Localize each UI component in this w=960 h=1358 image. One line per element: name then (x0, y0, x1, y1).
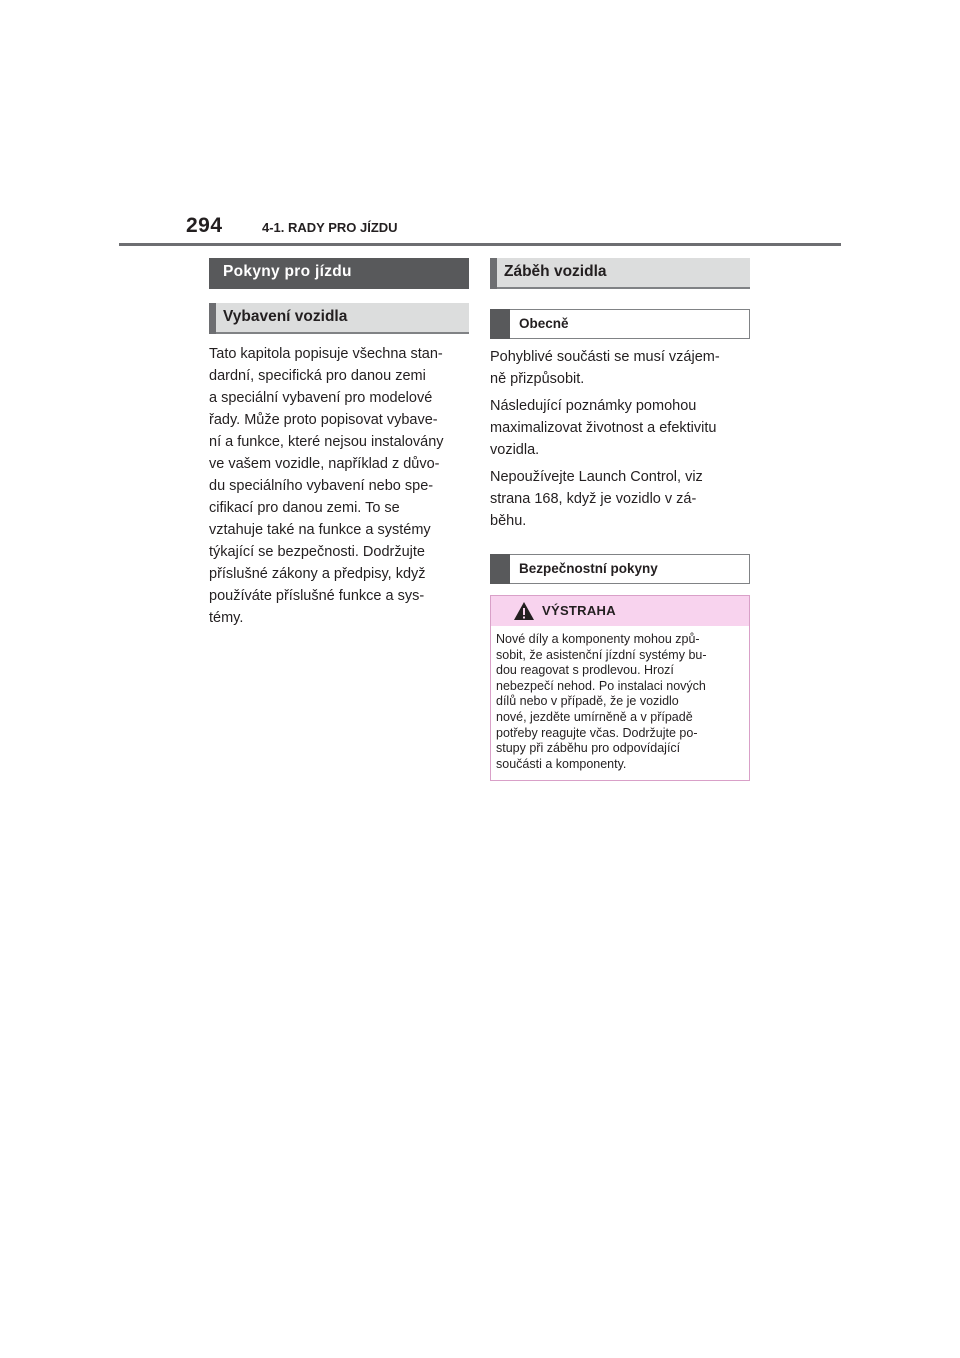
paragraph-line: ní a funkce, které nejsou instalovány (209, 434, 444, 450)
subsection-heading-vehicle-equipment (209, 303, 469, 334)
paragraph-line: strana 168, když je vozidlo v zá- (490, 491, 697, 507)
warning-line: dou reagovat s prodlevou. Hrozí (496, 663, 674, 678)
page-number: 294 (186, 214, 223, 237)
paragraph-line: ve vašem vozidle, například z důvo- (209, 456, 440, 472)
warning-triangle-icon (513, 601, 535, 621)
paragraph-line: běhu. (490, 513, 527, 529)
paragraph-line: Tato kapitola popisuje všechna stan- (209, 346, 443, 362)
section-heading-text: Pokyny pro jízdu (223, 263, 352, 280)
paragraph-line: maximalizovat životnost a efektivitu (490, 420, 717, 436)
break-in-paragraph-1 (490, 346, 750, 390)
subheading-general (490, 309, 750, 339)
warning-line: Nové díly a komponenty mohou způ- (496, 632, 700, 646)
paragraph-line: Nepoužívejte Launch Control, viz (490, 469, 703, 485)
warning-title: VÝSTRAHA (542, 603, 616, 618)
paragraph-line: cifikací pro danou zemi. To se (209, 500, 400, 516)
paragraph-line: vztahuje také na funkce a systémy (209, 522, 431, 538)
paragraph-line: témy. (209, 610, 244, 626)
right-column (490, 258, 750, 781)
subsection-heading-text: Vybavení vozidla (223, 308, 348, 325)
subheading-safety (490, 554, 750, 584)
chapter-label: 4-1. RADY PRO JÍZDU (262, 220, 398, 235)
paragraph-line: týkající se bezpečnosti. Dodržujte (209, 544, 425, 560)
warning-line: potřeby reagujte včas. Dodržujte po- (496, 725, 698, 740)
section-heading-text: Záběh vozidla (504, 263, 607, 280)
paragraph-line: příslušné zákony a předpisy, když (209, 566, 426, 582)
paragraph-line: a speciální vybavení pro modelové (209, 390, 433, 406)
warning-line: stupy při záběhu pro odpovídající (496, 741, 681, 756)
left-column (209, 258, 469, 629)
warning-line: sobit, že asistenční jízdní systémy bu- (496, 647, 707, 662)
paragraph-line: ně přizpůsobit. (490, 371, 585, 387)
warning-line: dílů nebo v případě, že je vozidlo (496, 694, 679, 709)
section-heading-driving-instructions (209, 258, 469, 289)
paragraph-line: vozidla. (490, 442, 540, 458)
equipment-paragraph (209, 343, 469, 629)
warning-box (490, 595, 750, 781)
section-heading-break-in (490, 258, 750, 289)
warning-line: součásti a komponenty. (496, 756, 627, 771)
paragraph-line: dardní, specifická pro danou zemi (209, 368, 426, 384)
warning-header (491, 596, 749, 626)
break-in-paragraph-3 (490, 466, 750, 532)
paragraph-line: řady. Může proto popisovat vybave- (209, 412, 438, 428)
warning-text (491, 626, 749, 780)
warning-line: nové, jezděte umírněně a v případě (496, 709, 693, 724)
break-in-paragraph-2 (490, 395, 750, 461)
subheading-text: Bezpečnostní pokyny (519, 561, 658, 576)
subheading-text: Obecně (519, 316, 569, 331)
header-rule (119, 243, 841, 246)
paragraph-line: Pohyblivé součásti se musí vzájem- (490, 349, 720, 365)
warning-line: nebezpečí nehod. Po instalaci nových (496, 678, 706, 693)
paragraph-line: du speciálního vybavení nebo spe- (209, 478, 434, 494)
paragraph-line: používáte příslušné funkce a sys- (209, 588, 425, 604)
paragraph-line: Následující poznámky pomohou (490, 398, 697, 414)
